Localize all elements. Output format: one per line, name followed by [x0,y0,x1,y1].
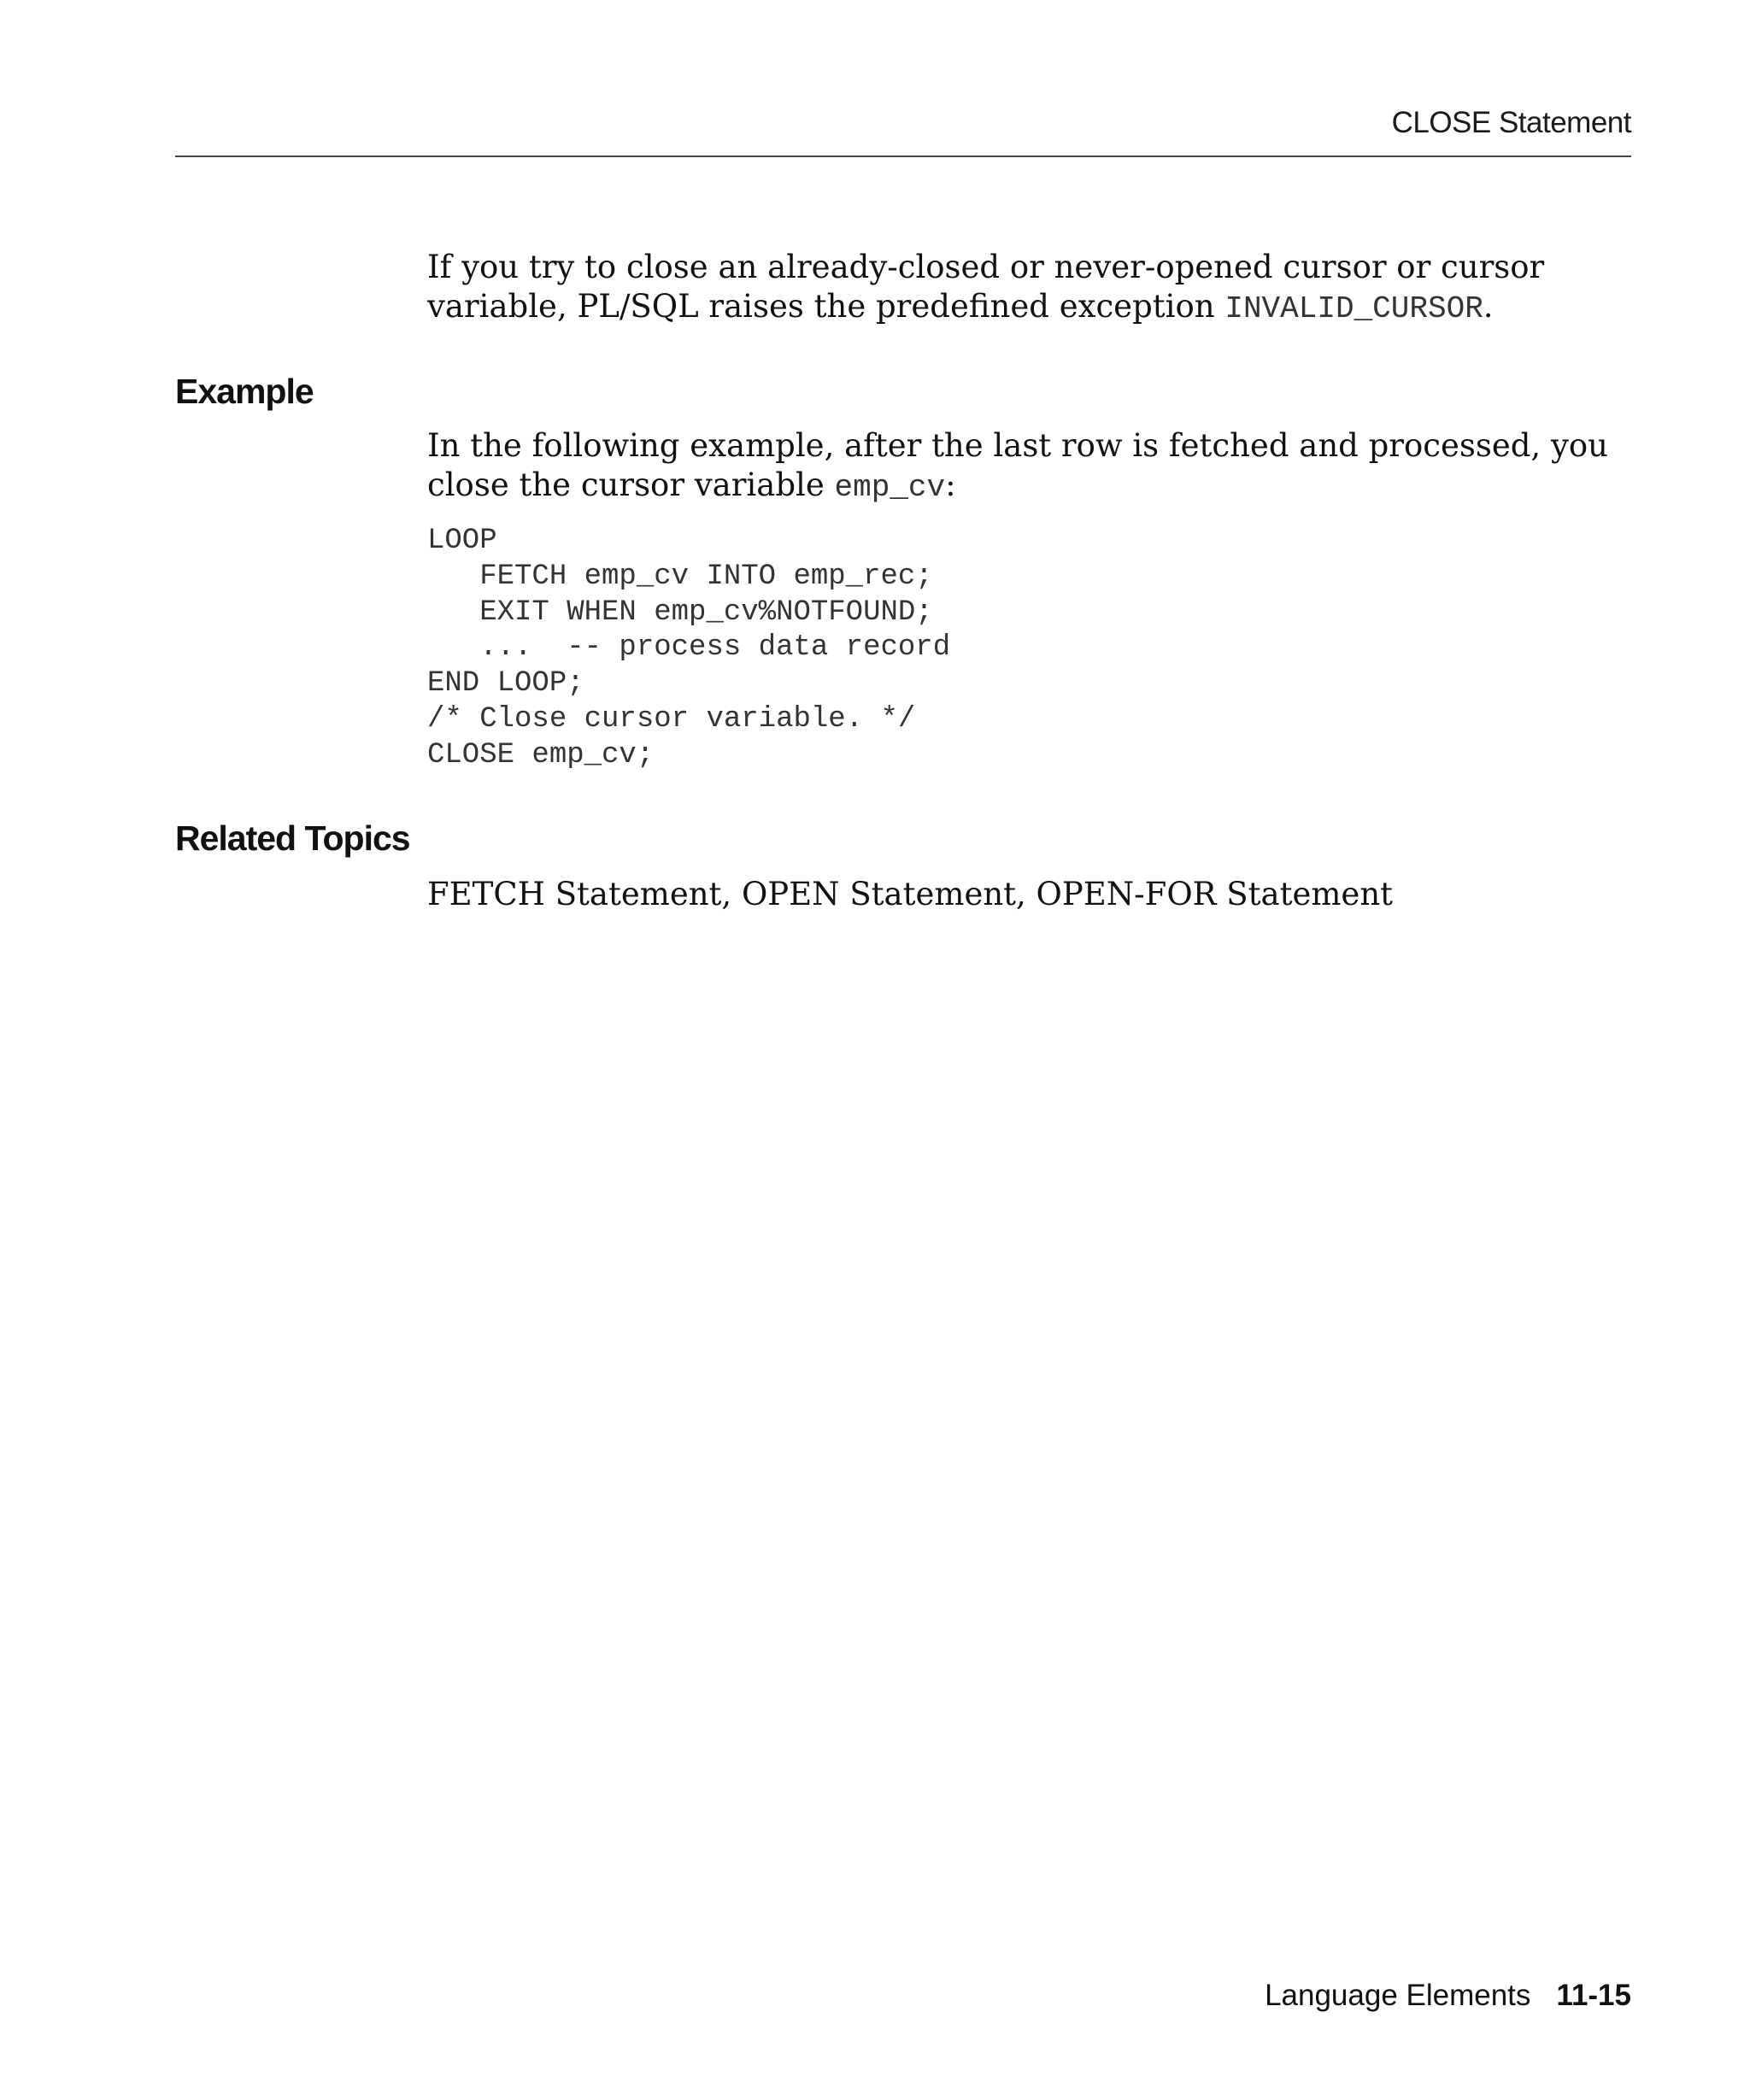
example-description-end: : [945,466,956,503]
example-description-text: In the following example, after the last row is fetched and processed, you close the cursor variable [427,427,1608,503]
example-heading: Example [175,372,314,411]
emp-cv-code: emp_cv [834,470,946,505]
example-code-block [427,524,950,774]
example-description [427,426,1641,507]
code-line: /* Close cursor variable. */ [427,702,916,736]
code-line: EXIT WHEN emp_cv%NOTFOUND; [427,595,933,629]
intro-text: If you try to close an already-closed or never-opened cursor or cursor variable, PL/SQL raises the predefined exception [427,249,1545,325]
invalid-cursor-code: INVALID_CURSOR [1224,291,1483,326]
footer-section-title: Language Elements [1265,1979,1531,2012]
related-topics-links[interactable]: FETCH Statement, OPEN Statement, OPEN-FOR Statement [427,876,1394,912]
header-rule [175,155,1631,157]
running-header-title: CLOSE Statement [1391,106,1631,139]
code-line: LOOP [427,525,497,557]
page-number: 11-15 [1556,1979,1631,2012]
code-line: END LOOP; [427,667,584,701]
page-footer [1265,1979,1631,2013]
related-topics-heading: Related Topics [175,818,410,858]
intro-paragraph [427,248,1641,329]
code-line: FETCH emp_cv INTO emp_rec; [427,560,933,593]
intro-text-end: . [1483,288,1494,325]
code-line: ... -- process data record [427,631,951,665]
code-line: CLOSE emp_cv; [427,738,655,771]
